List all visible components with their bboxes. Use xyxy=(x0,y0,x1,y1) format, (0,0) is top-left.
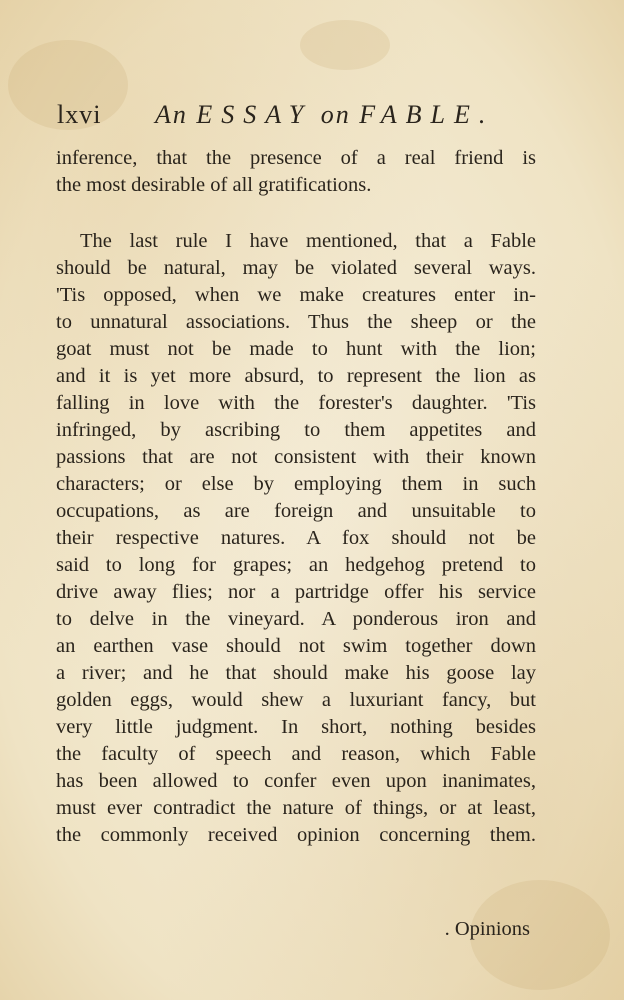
text-line: The last rule I have mentioned, that a Fable xyxy=(80,230,536,252)
text-line: the faculty of speech and reason, which Fable xyxy=(56,743,536,765)
text-line: the commonly received opinion concerning them. xyxy=(56,824,536,846)
foxing-stain xyxy=(300,20,390,70)
text-line: an earthen vase should not swim together down xyxy=(56,635,536,657)
text-line: has been allowed to confer even upon inanimates, xyxy=(56,770,536,792)
text-line: to unnatural associations. Thus the sheep or the xyxy=(56,311,536,333)
text-line: characters; or else by employing them in such xyxy=(56,473,536,495)
running-title-an: An xyxy=(155,100,188,129)
text-line: very little judgment. In short, nothing besides xyxy=(56,716,536,738)
text-line: the most desirable of all gratifications. xyxy=(56,174,372,196)
running-head xyxy=(57,100,527,140)
text-line: their respective natures. A fox should not be xyxy=(56,527,536,549)
text-line: and it is yet more absurd, to represent the lion as xyxy=(56,365,536,387)
text-line: passions that are not consistent with their known xyxy=(56,446,536,468)
text-line: falling in love with the forester's daughter. 'Tis xyxy=(56,392,536,414)
running-title-fable: FABLE. xyxy=(359,100,495,129)
text-line: inference, that the presence of a real friend is xyxy=(56,147,536,169)
text-line: a river; and he that should make his goose lay xyxy=(56,662,536,684)
catchword: . Opinions xyxy=(444,918,530,940)
running-title xyxy=(155,100,494,130)
text-line: must ever contradict the nature of things, or at least, xyxy=(56,797,536,819)
text-line: to delve in the vineyard. A ponderous iron and xyxy=(56,608,536,630)
text-line: infringed, by ascribing to them appetites and xyxy=(56,419,536,441)
text-line: occupations, as are foreign and unsuitable to xyxy=(56,500,536,522)
page-number: lxvi xyxy=(57,100,102,129)
running-title-on: on xyxy=(320,100,351,129)
text-line: golden eggs, would shew a luxuriant fancy, but xyxy=(56,689,536,711)
text-line: goat must not be made to hunt with the lion; xyxy=(56,338,536,360)
text-line: 'Tis opposed, when we make creatures enter in- xyxy=(56,284,536,306)
text-line: drive away flies; nor a partridge offer his service xyxy=(56,581,536,603)
running-title-essay: ESSAY xyxy=(196,100,313,129)
text-line: should be natural, may be violated several ways. xyxy=(56,257,536,279)
text-line: said to long for grapes; an hedgehog pretend to xyxy=(56,554,536,576)
